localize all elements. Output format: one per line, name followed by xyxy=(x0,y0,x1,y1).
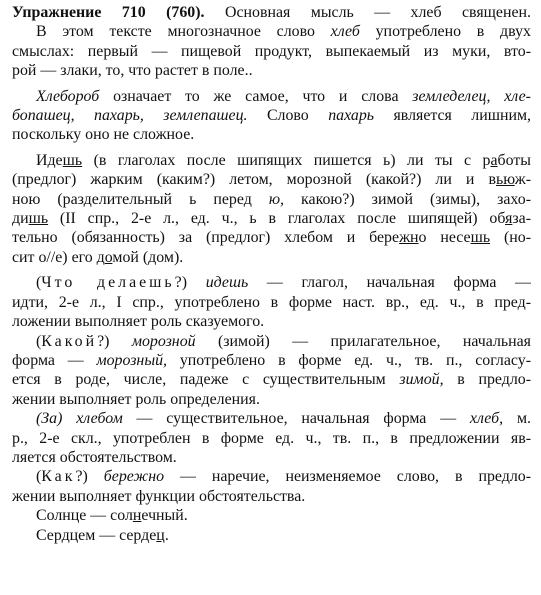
paragraph-adjective-analysis: (Какой?) морозной (зимой) — прилагательное, начальная форма — морозный, употреблено в форме ед. ч., тв. п., согласу- ется в роде, числе, падеже с существительным зимой, в предло- жении выполняет роль определения. xyxy=(12,332,531,408)
exercise-title: Упражнение 710 (760). xyxy=(12,4,205,21)
paragraph-noun-analysis: (За) хлебом — существительное, начальная форма — хлеб, м. р., 2-е скл., употреблен в форме ед. ч., тв. п., в предложении яв- ляется обстоятельством. xyxy=(12,410,531,466)
paragraph-synonyms: Хлебороб означает то же самое, что и слова земледелец, хле- бопашец, пахарь, землепашец. Слово пахарь является лишним, поскольку оно не сложное. xyxy=(12,87,531,144)
paragraph-orthograms: Идешь (в глаголах после шипящих пишется ь) ли ты с работы (предлог) жарким (каким?) летом, морозной (какой?) ли и вьюж- ною (разделительный ь перед ю, какою?) зимой (зимы), захо- дишь (II спр., 2-е л., ед. ч., ь в глаголах после шипящей) обяза- тельно (обязанность) за (предлог) хлебом и бережно несешь (но- сит о//е) его домой (дом). xyxy=(12,151,531,266)
main-idea: Основная мысль — хлеб священен. xyxy=(224,4,531,21)
paragraph-heart-word: Сердцем — сердец. xyxy=(36,526,169,544)
paragraph-meaning: В этом тексте многозначное слово хлеб употреблено в двух смыслах: первый — пищевой продукт, выпекаемый из муки, вто- рой — злаки, то, что растет в поле.. xyxy=(12,23,531,80)
exercise-heading xyxy=(12,3,531,22)
paragraph-sun-word: Солнце — солнечный. xyxy=(36,507,188,525)
paragraph-verb-analysis: (Что делаешь?) идешь — глагол, начальная форма — идти, 2-е л., I спр., употреблено в форме наст. вр., ед. ч., в пред- ложении выполняет роль сказуемого. xyxy=(12,274,531,331)
paragraph-adverb-analysis: (Как?) бережно — наречие, неизменяемое слово, в предло- жении выполняет функции обстоятельства. xyxy=(12,468,531,505)
